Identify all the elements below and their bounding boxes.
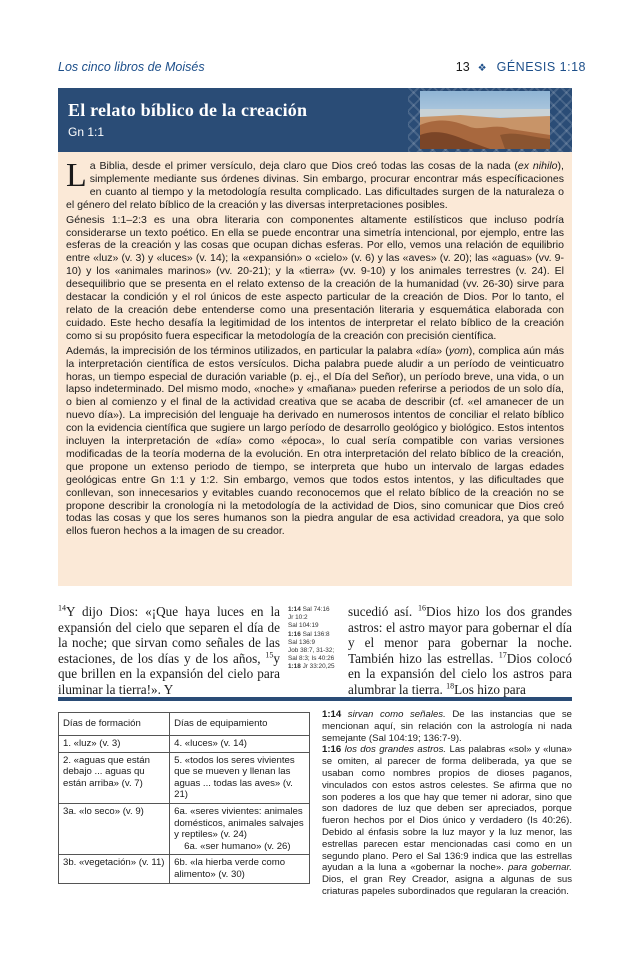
note-reference: 1:16 [322,744,342,756]
verse-text: Dios hizo los dos grandes astros: el astro mayor para gobernar el día y el menor para gobernar la noche. También hizo las estrellas. [348,604,572,666]
column-header: Días de equipamiento [170,713,310,736]
table-cell: 5. «todos los seres vivientes que se mueven y llenan las aguas ... todas las aves» (v. 21) [170,752,310,803]
table-cell: 4. «luces» (v. 14) [170,736,310,753]
article-box [58,152,572,586]
note-lemma: para gobernar. [507,862,572,874]
diamond-icon: ❖ [477,63,487,74]
article-subtitle: Gn 1:1 [68,125,105,139]
table-row [59,752,310,803]
running-head [58,60,586,76]
article-paragraph [66,157,564,212]
note-reference: 1:14 [322,709,342,720]
table-row [59,803,310,854]
study-note [322,709,572,744]
table-cell: 6b. «la hierba verde como alimento» (v. 30) [170,855,310,883]
creation-days-table [58,712,310,884]
article-title: El relato bíblico de la creación [68,100,308,120]
cross-ref-line: Job 38:7, 31-32; [288,647,335,655]
table-cell [170,803,310,854]
text-run: Además, la imprecisión de los términos utilizados, en particular la palabra «día» ( [66,344,449,357]
cross-ref-line: Sal 136:9 [288,638,316,646]
chapter-verse-reference: GÉNESIS 1:18 [496,60,586,74]
table-cell: 3a. «lo seco» (v. 9) [59,803,170,854]
note-lemma: los dos grandes astros. [344,744,447,756]
book-title: Los cinco libros de Moisés [58,60,205,74]
column-header: Días de formación [59,713,170,736]
verse-number: 14 [58,603,66,613]
study-note [322,744,572,897]
text-run: ), simplemente mediante sus órdenes divinas. Sin embargo, procurar encontrar más específicaciones en cuanto al tiempo y la metodología resulta complicado. Las dificultades surgen de la naturaleza o el género del relato bíblico de la creación y las diversas interpretaciones posibles. [66,160,564,211]
text-run: ), complica aún más la interpretación científica de estos versículos. Dicha palabra puede aludir a un período de veinticuatro horas, un tiempo especial de duración variable (p. ej., el Día del Señor), un período breve, una vida, o un lapso indeterminado. Del mismo modo, «noche» y «mañana» pueden referirse a periodos de un solo día, o bien al comienzo y el final de la actividad creativa que se acaba de describir (cf. «el amanecer de un nuevo día»). La imprecisión del lenguaje ha derivado en numerosos intentos de conciliar el relato bíblico con la evidencia científica que sugiere un largo período de desarrollo geológico y biológico. Estos intentos incluyen la interpretación de «día» como «época», lo cual sería compatible con varias versiones modificadas de la teoría moderna de la evolución. En otra interpretación del relato bíblico de la creación, que propone un extenso periodo de tiempo, se interpreta que hubo un intervalo de largas edades geológicas entre Gn 1:1 y 1:2. Sin embargo, vemos que todos estos intentos, y las dificultades que conllevan, son innecesarios y evitables cuando reconocemos que el relato bíblico de la creación no se propone describir la cronología ni la metodología de la actividad de Dios, sino comunicar que Dios creó todas las cosas y que los seres humanos son la piedra angular de esa actividad creadora, ya que solo ellos fueron hechos a la imagen de su creador. [66,344,564,538]
cross-ref-line: Sal 104:19 [288,622,319,630]
article-banner [58,88,572,152]
article-body [58,152,572,538]
table-row [59,855,310,883]
table-cell: 2. «aguas que están debajo ... aguas qu están arriba» (v. 7) [59,752,170,803]
verse-text: Dios colocó en la expansión del cielo los astros para alumbrar la tierra. [348,650,573,697]
cell-line: 6a. «ser humano» (v. 26) [184,840,291,852]
cell-line: 6a. «seres vivientes: animales domésticos, animales salvajes y reptiles» (v. 24) [174,805,304,841]
verse-text: y que brillen en la expansión del cielo para iluminar la tierra!». Y [58,650,280,697]
section-divider [58,697,572,701]
note-text: Las palabras «sol» y «luna» se omiten, al parecer de forma deliberada, ya que se usaban como nombres propios de dioses paganos, vinculados con estos astros celestes. Se afirma que no son poderes a los que hay que temer ni adorar, sino que son dadores de luz que deben ser apreciados, porque fueron hechos por el Dios único y verdadero (Is 40:26). Debido al énfasis sobre la luz mayor y la luz menor, las estrellas parecen estar mencionadas casi como en un segundo plano. Pero el Sal 136:9 indica que las estrellas ayudan a la luna a «gobernar la noche». [322,744,572,874]
table-cell: 3b. «vegetación» (v. 11) [59,855,170,883]
drop-cap: L [66,157,87,194]
verse-column-left [58,604,280,698]
verse-number: 16 [418,603,427,613]
article-paragraph: Génesis 1:1–2:3 es una obra literaria con componentes altamente estilísticos que incluso podría considerarse un texto poético. En ella se puede encontrar una simetría intencional, por ejemplo, entre las esferas de la creación y las cosas que ocupan dichas esferas. Por ello, vemos una relación de equilibrio entre «luz» (v. 3) y «luces» (v. 14); la «expansión» o «cielo» (v. 6) y las «aves» (v. 20); las «aguas» (vv. 9-10) y los «animales marinos» (vv. 20-21); y la «tierra» (vv. 9-10) y los animales terrestres (v. 24). El desequilibrio que se presenta en el relato extenso de la creación de la humanidad (vv. 26-30) sirve para destacar la condición y el rol únicos de este aspecto particular de la creación de Dios. Por lo tanto, el relato de la creación debe entenderse como una presentación literaria y esquemática elaborada con cuidado. Este hecho desafía la legitimidad de los intentos de interpretar el relato bíblico de la creación como si su propósito fuera especificar la metodología de la creación con precisión científica. [66,213,564,342]
cross-ref-line: Jr 10:2 [288,614,308,622]
note-text: Dios, el gran Rey Creador, asigna a algunas de sus criaturas papeles subordinados que regularan la creación. [322,874,572,897]
verse-number: 15 [265,650,274,660]
table-cell: 1. «luz» (v. 3) [59,736,170,753]
landscape-photo [420,91,550,149]
verse-text: sucedió así. [348,604,413,619]
table-row [59,736,310,753]
cross-ref-line: 1:16 Sal 136:8 [288,630,330,638]
text-run: a Biblia, desde el primer versículo, deja claro que Dios creó todas las cosas de la nada ( [89,160,518,172]
verse-number: 18 [446,681,455,691]
scripture-text [58,603,573,697]
italic-term: ex nihilo [517,160,558,172]
verse-column-right [348,604,572,698]
verse-number: 17 [498,650,507,660]
page-number: 13 [455,60,470,74]
cross-ref-line: 1:14 Sal 74:16 [288,606,330,613]
study-notes [322,709,572,898]
verse-text: Y dijo Dios: «¡Que haya luces en la expansión del cielo que separen el día de la noche; que sirvan como señales de las estaciones, de los días y de los años, [58,604,280,666]
page-reference [456,60,586,74]
article-paragraph [66,345,564,539]
italic-term: yom [448,344,469,357]
cross-ref-line: 1:18 Jr 33:20,25 [288,663,335,671]
note-text: De las instancias que se mencionan aquí, sin relación con la astrología ni nada semejante (Sal 104:19; 136:7-9). [322,709,572,744]
verse-text: Los hizo para [454,681,526,697]
table-header-row [59,713,310,736]
days-table [58,712,310,884]
note-lemma: sirvan como señales. [347,709,446,720]
cross-ref-line: Sal 8:3; Is 40:26 [288,655,335,663]
